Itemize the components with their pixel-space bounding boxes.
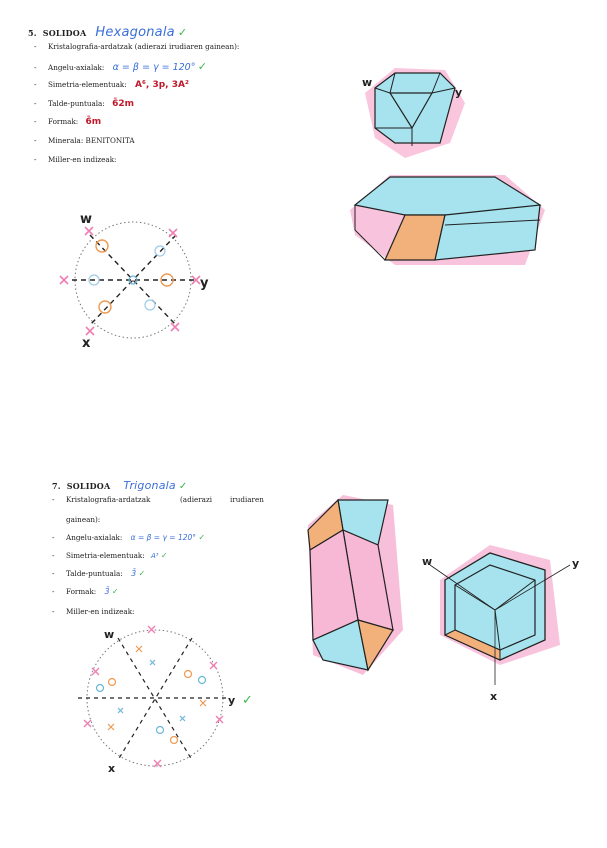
- s7-stereogram: [70, 620, 270, 778]
- section5-heading: [28, 25, 187, 40]
- s7-line-formak: - Formak: 3̄ ✓: [52, 587, 119, 596]
- s5-talde-value: 6̄2m: [112, 99, 134, 109]
- s7-line-kristal-cont: gainean):: [66, 515, 101, 524]
- s5-label-x: x: [82, 336, 91, 350]
- s5-line-minerala: - Minerala: BENITONITA: [34, 136, 135, 145]
- section7-title: SOLIDOA: [66, 481, 111, 491]
- s7-crystal-top-view: [420, 535, 590, 705]
- s7-label-x: x: [108, 762, 116, 775]
- s7-line-kristal: - Kristalografia-ardatzak (adierazi irudiaren: [52, 495, 264, 504]
- s5-blue-marks: [89, 246, 165, 310]
- s5-crystal-prism: [345, 165, 555, 275]
- section7-system: Trigonala: [123, 479, 176, 492]
- section5-title: SOLIDOA: [42, 28, 87, 38]
- s5-line-angelu: - Angelu-axialak: α = β = γ = 120° ✓: [34, 60, 207, 73]
- s5-crystal-top-view: [350, 58, 480, 168]
- s5-formak-value: 6̄m: [85, 117, 102, 127]
- s7-top-label-w: w: [422, 555, 433, 568]
- section7-heading: 7. SOLIDOA Trigonala ✓: [52, 479, 188, 492]
- s7-line-simetria: - Simetria-elementuak: A³ ✓: [52, 551, 168, 560]
- s7-line-miller: - Miller-en indizeak:: [52, 607, 135, 616]
- s7-label-y: y: [228, 694, 236, 707]
- section5-system: Hexagonala: [95, 25, 175, 40]
- s7-talde-value: 3̄: [131, 569, 137, 578]
- s7-formak-value: 3̄: [104, 587, 110, 596]
- s5-line-talde: - Talde-puntuala: 6̄2m: [34, 99, 134, 109]
- s5-stereogram: [50, 205, 220, 350]
- s7-line-talde: - Talde-puntuala: 3̄ ✓: [52, 569, 146, 578]
- section7-number: 7.: [52, 481, 61, 491]
- s7-label-w: w: [104, 628, 115, 641]
- s7-pink-marks: [84, 626, 223, 767]
- section5-title-check: ✓: [177, 26, 188, 39]
- s5-line-formak: - Formak: 6̄m: [34, 117, 102, 127]
- s5-top-label-w: w: [362, 76, 373, 89]
- s5-angelu-value: α = β = γ = 120°: [112, 62, 196, 73]
- s7-line-angelu: - Angelu-axialak: α = β = γ = 120° ✓: [52, 533, 206, 542]
- section5-number: 5.: [28, 28, 37, 38]
- s5-label-w: w: [80, 212, 93, 227]
- s7-simetria-value: A³: [151, 552, 159, 560]
- s7-stereogram-check: ✓: [242, 693, 253, 708]
- s5-line-simetria: - Simetria-elementuak: A⁶, 3p, 3A²: [34, 80, 189, 90]
- s5-top-label-y: y: [455, 86, 463, 99]
- s7-primitive-circle: [87, 630, 223, 766]
- s5-line-miller: - Miller-en indizeak:: [34, 155, 117, 164]
- s5-line-kristal: - Kristalografia-ardatzak (adierazi irudiaren gainean):: [34, 42, 240, 51]
- s7-crystal-prism: [298, 490, 410, 680]
- s5-pink-marks: [60, 227, 200, 335]
- s7-angelu-value: α = β = γ = 120°: [130, 533, 197, 542]
- s7-top-label-y: y: [572, 557, 580, 570]
- s5-label-y: y: [200, 276, 209, 291]
- s7-top-label-x: x: [490, 690, 498, 703]
- s5-simetria-value: A⁶, 3p, 3A²: [135, 80, 189, 90]
